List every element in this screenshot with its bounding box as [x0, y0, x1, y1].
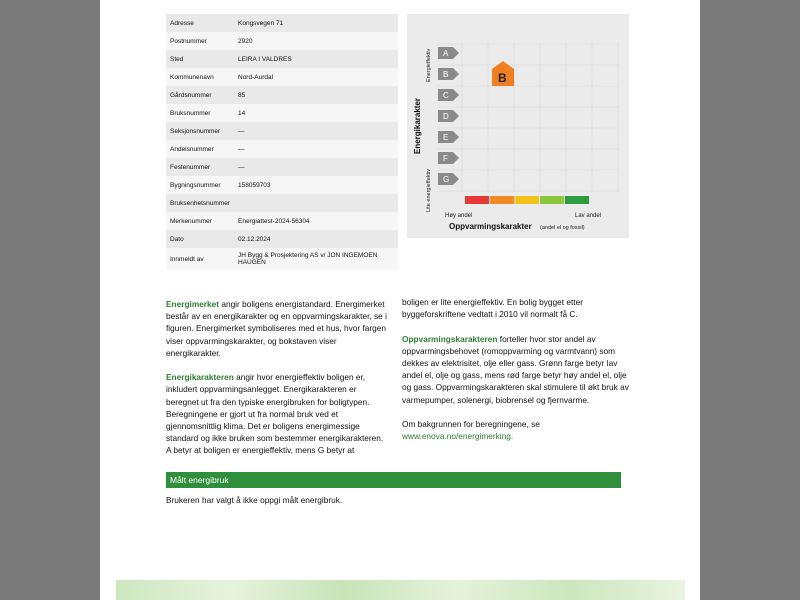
enova-link[interactable]: www.enova.no/energimerking.	[402, 431, 514, 442]
energikarakteren-text: angir hvor energieffektiv boligen er, inkludert oppvarmingsanlegget. Energikarakteren er beregnet ut fra den typiske energibruken for boligtypen. Beregningene er gjort ut fra normal bruk ved et gjennomsnittlig klima. Det er boligens energimessige standard og ikke bruken som bestemmer energikarakteren. A betyr at boligen er energieffektiv, mens G betyr at	[166, 372, 384, 456]
property-value: 85	[238, 91, 246, 99]
property-label: Innmeldt av	[170, 255, 204, 263]
property-label: Bruksnummer	[170, 109, 211, 117]
y-axis-top-label: Energieffektiv	[426, 48, 432, 82]
property-table	[166, 14, 398, 270]
property-row	[166, 32, 398, 50]
property-label: Postnummer	[170, 37, 207, 45]
property-row	[166, 86, 398, 104]
property-label: Seksjonsnummer	[170, 127, 221, 135]
property-value: JH Bygg & Prosjektering AS v/ JON INGEMOEN HAUGEN	[238, 251, 378, 266]
property-row	[166, 176, 398, 194]
property-value: 158059703	[238, 181, 271, 189]
energy-chart	[407, 14, 629, 238]
energimerket-text: angir boligens energistandard. Energimerket består av en energikarakter og en oppvarmingskarakter, se i figuren. Energimerket symboliseres med et hus, hvor fargen viser oppvarmingskarakter, og bokstaven viser energikarakter.	[166, 299, 387, 358]
property-row	[166, 248, 398, 270]
property-label: Sted	[170, 55, 184, 63]
grade-label: G	[443, 175, 450, 184]
term-oppvarmingskarakteren: Oppvarmingskarakteren	[402, 333, 498, 344]
footer-band	[116, 580, 685, 600]
grade-label: B	[443, 70, 449, 79]
oppvarmingskarakteren-text: forteller hvor stor andel av oppvarmingsbehovet (romoppvarming og varmtvann) som dekkes av elektrisitet, olje eller gass. Grønn farge betyr lav andel el, olje og gass, mens rød farge betyr høy andel el, olje og gass. Oppvarmingskarakteren skal stimulere til økt bruk av varmepumper, solenergi, biobrensel og fjernvarme.	[402, 333, 629, 405]
grade-arrow	[438, 152, 459, 164]
heating-color-segment	[515, 196, 539, 204]
property-row	[166, 68, 398, 86]
property-label: Merkenummer	[170, 217, 212, 225]
energibruk-note: Brukeren har valgt å ikke oppgi målt energibruk.	[166, 495, 343, 505]
link-intro: Om bakgrunnen for beregningene, se	[402, 419, 540, 429]
property-value: —	[238, 163, 245, 171]
property-row	[166, 50, 398, 68]
heating-color-segment	[465, 196, 489, 204]
x-axis-right-label: Lav andel	[575, 213, 602, 219]
y-axis-title: Energikarakter	[413, 97, 422, 154]
heating-color-segment	[540, 196, 564, 204]
property-value: —	[238, 127, 245, 135]
x-axis-left-label: Høy andel	[445, 213, 473, 219]
paragraph-energimerket	[166, 298, 390, 359]
grade-arrow	[438, 68, 459, 80]
heating-color-segment	[490, 196, 514, 204]
term-energimerket: Energimerket	[166, 299, 220, 309]
energy-marker-letter: B	[498, 71, 507, 85]
property-row	[166, 122, 398, 140]
property-label: Andelsnummer	[170, 145, 214, 153]
property-label: Dato	[170, 235, 184, 243]
text-column-left	[166, 298, 390, 469]
term-energikarakteren: Energikarakteren	[166, 372, 234, 383]
property-row	[166, 194, 398, 212]
property-label: Bruksenhetsnummer	[170, 199, 230, 207]
energy-chart-svg	[407, 14, 629, 238]
grade-arrow	[438, 47, 459, 59]
property-label: Kommunenavn	[170, 73, 214, 81]
grade-label: F	[443, 154, 448, 163]
paragraph-oppvarmingskarakteren	[402, 333, 632, 406]
x-axis-subtitle: (andel el og fossil)	[540, 225, 585, 231]
property-value: Energiattest-2024-56304	[238, 217, 310, 225]
property-label: Bygningsnummer	[170, 181, 221, 189]
property-value: 14	[238, 109, 246, 117]
paragraph-energikarakteren	[166, 371, 390, 456]
property-label: Festenummer	[170, 163, 211, 171]
heating-color-segment	[565, 196, 589, 204]
grade-arrow	[438, 131, 459, 143]
grade-label: A	[443, 49, 449, 58]
property-row	[166, 158, 398, 176]
text-column-right	[402, 296, 632, 455]
y-axis-bottom-label: Lite energieffektiv	[426, 168, 432, 212]
document-page	[100, 0, 700, 600]
property-row	[166, 104, 398, 122]
property-value: 2920	[238, 37, 253, 45]
property-value: 02.12.2024	[238, 235, 271, 243]
property-label: Gårdsnummer	[170, 91, 212, 99]
x-axis-title: Oppvarmingskarakter	[449, 222, 532, 231]
property-row	[166, 212, 398, 230]
property-row	[166, 230, 398, 248]
property-value: Kongsvegen 71	[238, 19, 284, 27]
property-label: Adresse	[170, 19, 194, 27]
property-value: —	[238, 145, 245, 153]
grade-label: E	[443, 133, 449, 142]
property-row	[166, 14, 398, 32]
grade-label: C	[443, 91, 449, 100]
property-row	[166, 140, 398, 158]
paragraph-link	[402, 418, 632, 442]
property-value: Nord-Aurdal	[238, 73, 274, 81]
property-value: LEIRA I VALDRES	[238, 55, 292, 63]
section-header-energibruk: Målt energibruk	[166, 472, 621, 488]
paragraph-energikarakteren-cont: boligen er lite energieffektiv. En bolig bygget etter byggeforskriftene vedtatt i 2010 vil normalt få C.	[402, 297, 583, 320]
grade-label: D	[443, 112, 449, 121]
